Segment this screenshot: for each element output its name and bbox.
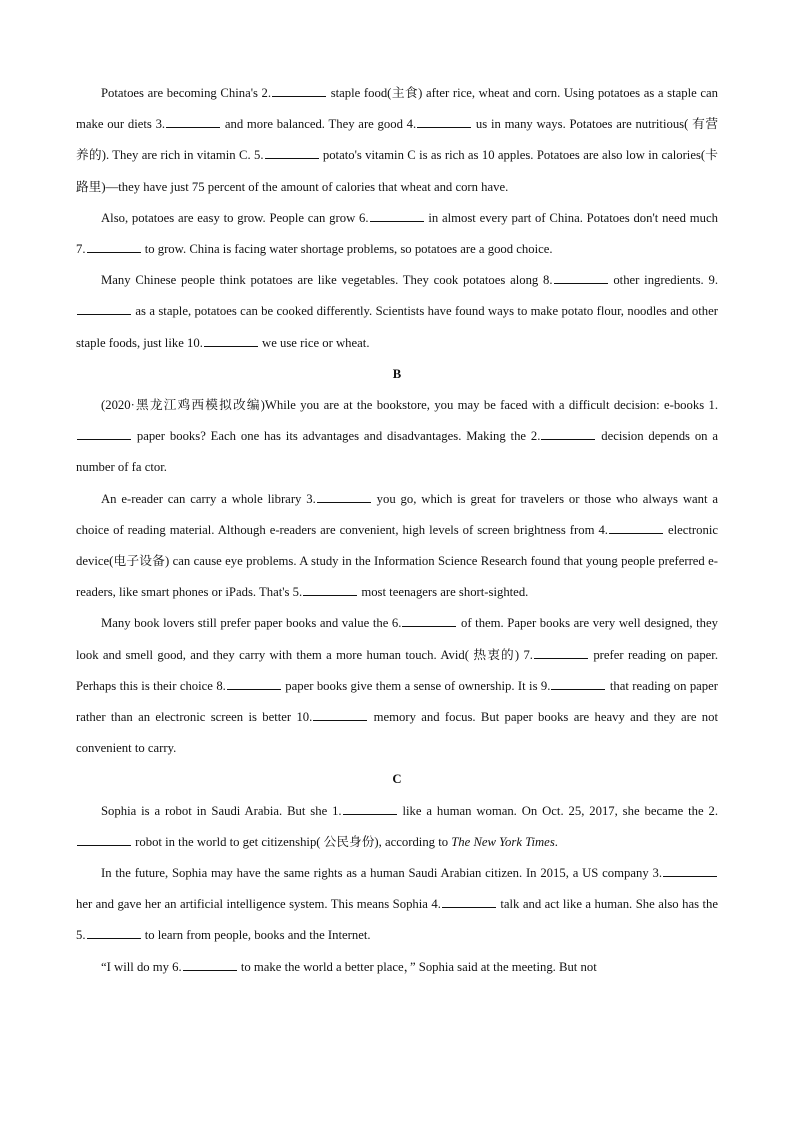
text-run: to learn from people, books and the Internet. — [141, 928, 371, 943]
text-run: paper books give them a sense of ownership. It is 9. — [281, 678, 551, 693]
paragraph-a3 — [76, 265, 718, 359]
text-run: Potatoes are becoming China's 2. — [101, 86, 272, 100]
answer-blank[interactable] — [87, 242, 141, 253]
answer-blank[interactable] — [77, 835, 131, 846]
answer-blank[interactable] — [343, 804, 397, 815]
text-run: Many book lovers still prefer paper books and value the 6. — [101, 616, 402, 631]
text-run: we use rice or wheat. — [258, 335, 370, 350]
text-run: (2020·黑龙江鸡西模拟改编)While you are at the bookstore, you may be faced with a difficult decision: e-books 1. — [101, 398, 718, 413]
text-run: Sophia is a robot in Saudi Arabia. But she 1. — [101, 803, 342, 818]
answer-blank[interactable] — [541, 429, 595, 440]
text-run: like a human woman. On Oct. 25, 2017, she became the 2. — [397, 803, 719, 818]
answer-blank[interactable] — [417, 117, 471, 128]
text-run: in almost every part of China. Potatoes don't need much 7. — [76, 210, 718, 257]
text-run: as a staple, potatoes can be cooked differently. Scientists have found ways to make potato flour, noodles and other staple foods, just like 10. — [76, 304, 718, 350]
answer-blank[interactable] — [554, 273, 608, 284]
text-run: “I will do my 6. — [101, 959, 182, 974]
document-page — [76, 78, 718, 983]
paragraph-b2 — [76, 484, 718, 609]
section-heading-b: B — [392, 366, 402, 381]
paragraph-c2 — [76, 858, 718, 952]
text-run: paper books? Each one has its advantages and disadvantages. Making the 2. — [132, 429, 541, 444]
answer-blank[interactable] — [609, 523, 663, 534]
answer-blank[interactable] — [402, 616, 456, 627]
text-run: us in many ways. Potatoes are nutritious( 有营养的). They are rich in vitamin C. 5. — [76, 117, 719, 163]
paragraph-a1 — [76, 78, 718, 203]
text-run: prefer reading on paper. Perhaps this is their choice 8. — [76, 647, 718, 693]
text-run: electronic device(电子设备) can cause eye problems. A study in the Information Science Research found that young people preferred e-readers, like smart phones or iPads. That's 5. — [76, 522, 718, 600]
newspaper-title: The New York Times — [451, 834, 555, 849]
answer-blank[interactable] — [534, 648, 588, 659]
text-run: potato's vitamin C is as rich as 10 apples. Potatoes are also low in calories(卡路里)—they have just 75 percent of the amount of calories that wheat and corn have. — [76, 148, 718, 194]
answer-blank[interactable] — [370, 211, 424, 222]
answer-blank[interactable] — [227, 679, 281, 690]
answer-blank[interactable] — [183, 960, 237, 971]
text-run: her and gave her an artificial intelligence system. This means Sophia 4. — [76, 897, 441, 912]
paragraph-c1 — [76, 796, 718, 858]
text-run: Also, potatoes are easy to grow. People can grow 6. — [101, 210, 369, 225]
text-run: of them. Paper books are very well designed, they look and smell good, and they carry with them a more human touch. Avid( 热衷的) 7. — [76, 616, 718, 662]
text-run: you go, which is great for travelers or those who always want a choice of reading material. Although e-readers are convenient, high levels of screen brightness from 4. — [76, 491, 718, 537]
text-run: . — [554, 834, 558, 849]
text-run: memory and focus. But paper books are heavy and they are not convenient to carry. — [76, 710, 718, 756]
answer-blank[interactable] — [303, 585, 357, 596]
text-run: staple food(主食) after rice, wheat and corn. Using potatoes as a staple can make our diets 3. — [76, 86, 719, 132]
text-run: and more balanced. They are good 4. — [221, 117, 417, 132]
answer-blank[interactable] — [77, 429, 131, 440]
text-run: In the future, Sophia may have the same rights as a human Saudi Arabian citizen. In 2015, a US company 3. — [101, 866, 662, 881]
answer-blank[interactable] — [166, 117, 220, 128]
text-run: talk and act like a human. She also has the 5. — [76, 897, 718, 943]
answer-blank[interactable] — [272, 86, 326, 97]
text-run: most teenagers are short-sighted. — [358, 585, 529, 600]
paragraph-b1 — [76, 390, 718, 484]
text-run: Many Chinese people think potatoes are like vegetables. They cook potatoes along 8. — [101, 273, 553, 288]
text-run: other ingredients. 9. — [608, 273, 718, 288]
text-run: to grow. China is facing water shortage problems, so potatoes are a good choice. — [141, 242, 553, 257]
answer-blank[interactable] — [87, 928, 141, 939]
answer-blank[interactable] — [77, 304, 131, 315]
answer-blank[interactable] — [442, 897, 496, 908]
text-run: robot in the world to get citizenship( 公民身份), according to — [132, 834, 452, 849]
answer-blank[interactable] — [663, 866, 717, 877]
text-run: An e-reader can carry a whole library 3. — [101, 491, 316, 506]
paragraph-b3 — [76, 608, 718, 764]
answer-blank[interactable] — [551, 679, 605, 690]
section-heading-c: C — [392, 772, 402, 787]
paragraph-c3 — [76, 952, 718, 983]
answer-blank[interactable] — [265, 148, 319, 159]
text-run: that reading on paper rather than an electronic screen is better 10. — [76, 678, 719, 725]
answer-blank[interactable] — [317, 492, 371, 503]
text-run: decision depends on a number of fa ctor. — [76, 429, 718, 475]
answer-blank[interactable] — [313, 710, 367, 721]
text-run: to make the world a better place，” Sophia said at the meeting. But not — [237, 959, 597, 974]
answer-blank[interactable] — [204, 336, 258, 347]
paragraph-a2 — [76, 203, 718, 265]
